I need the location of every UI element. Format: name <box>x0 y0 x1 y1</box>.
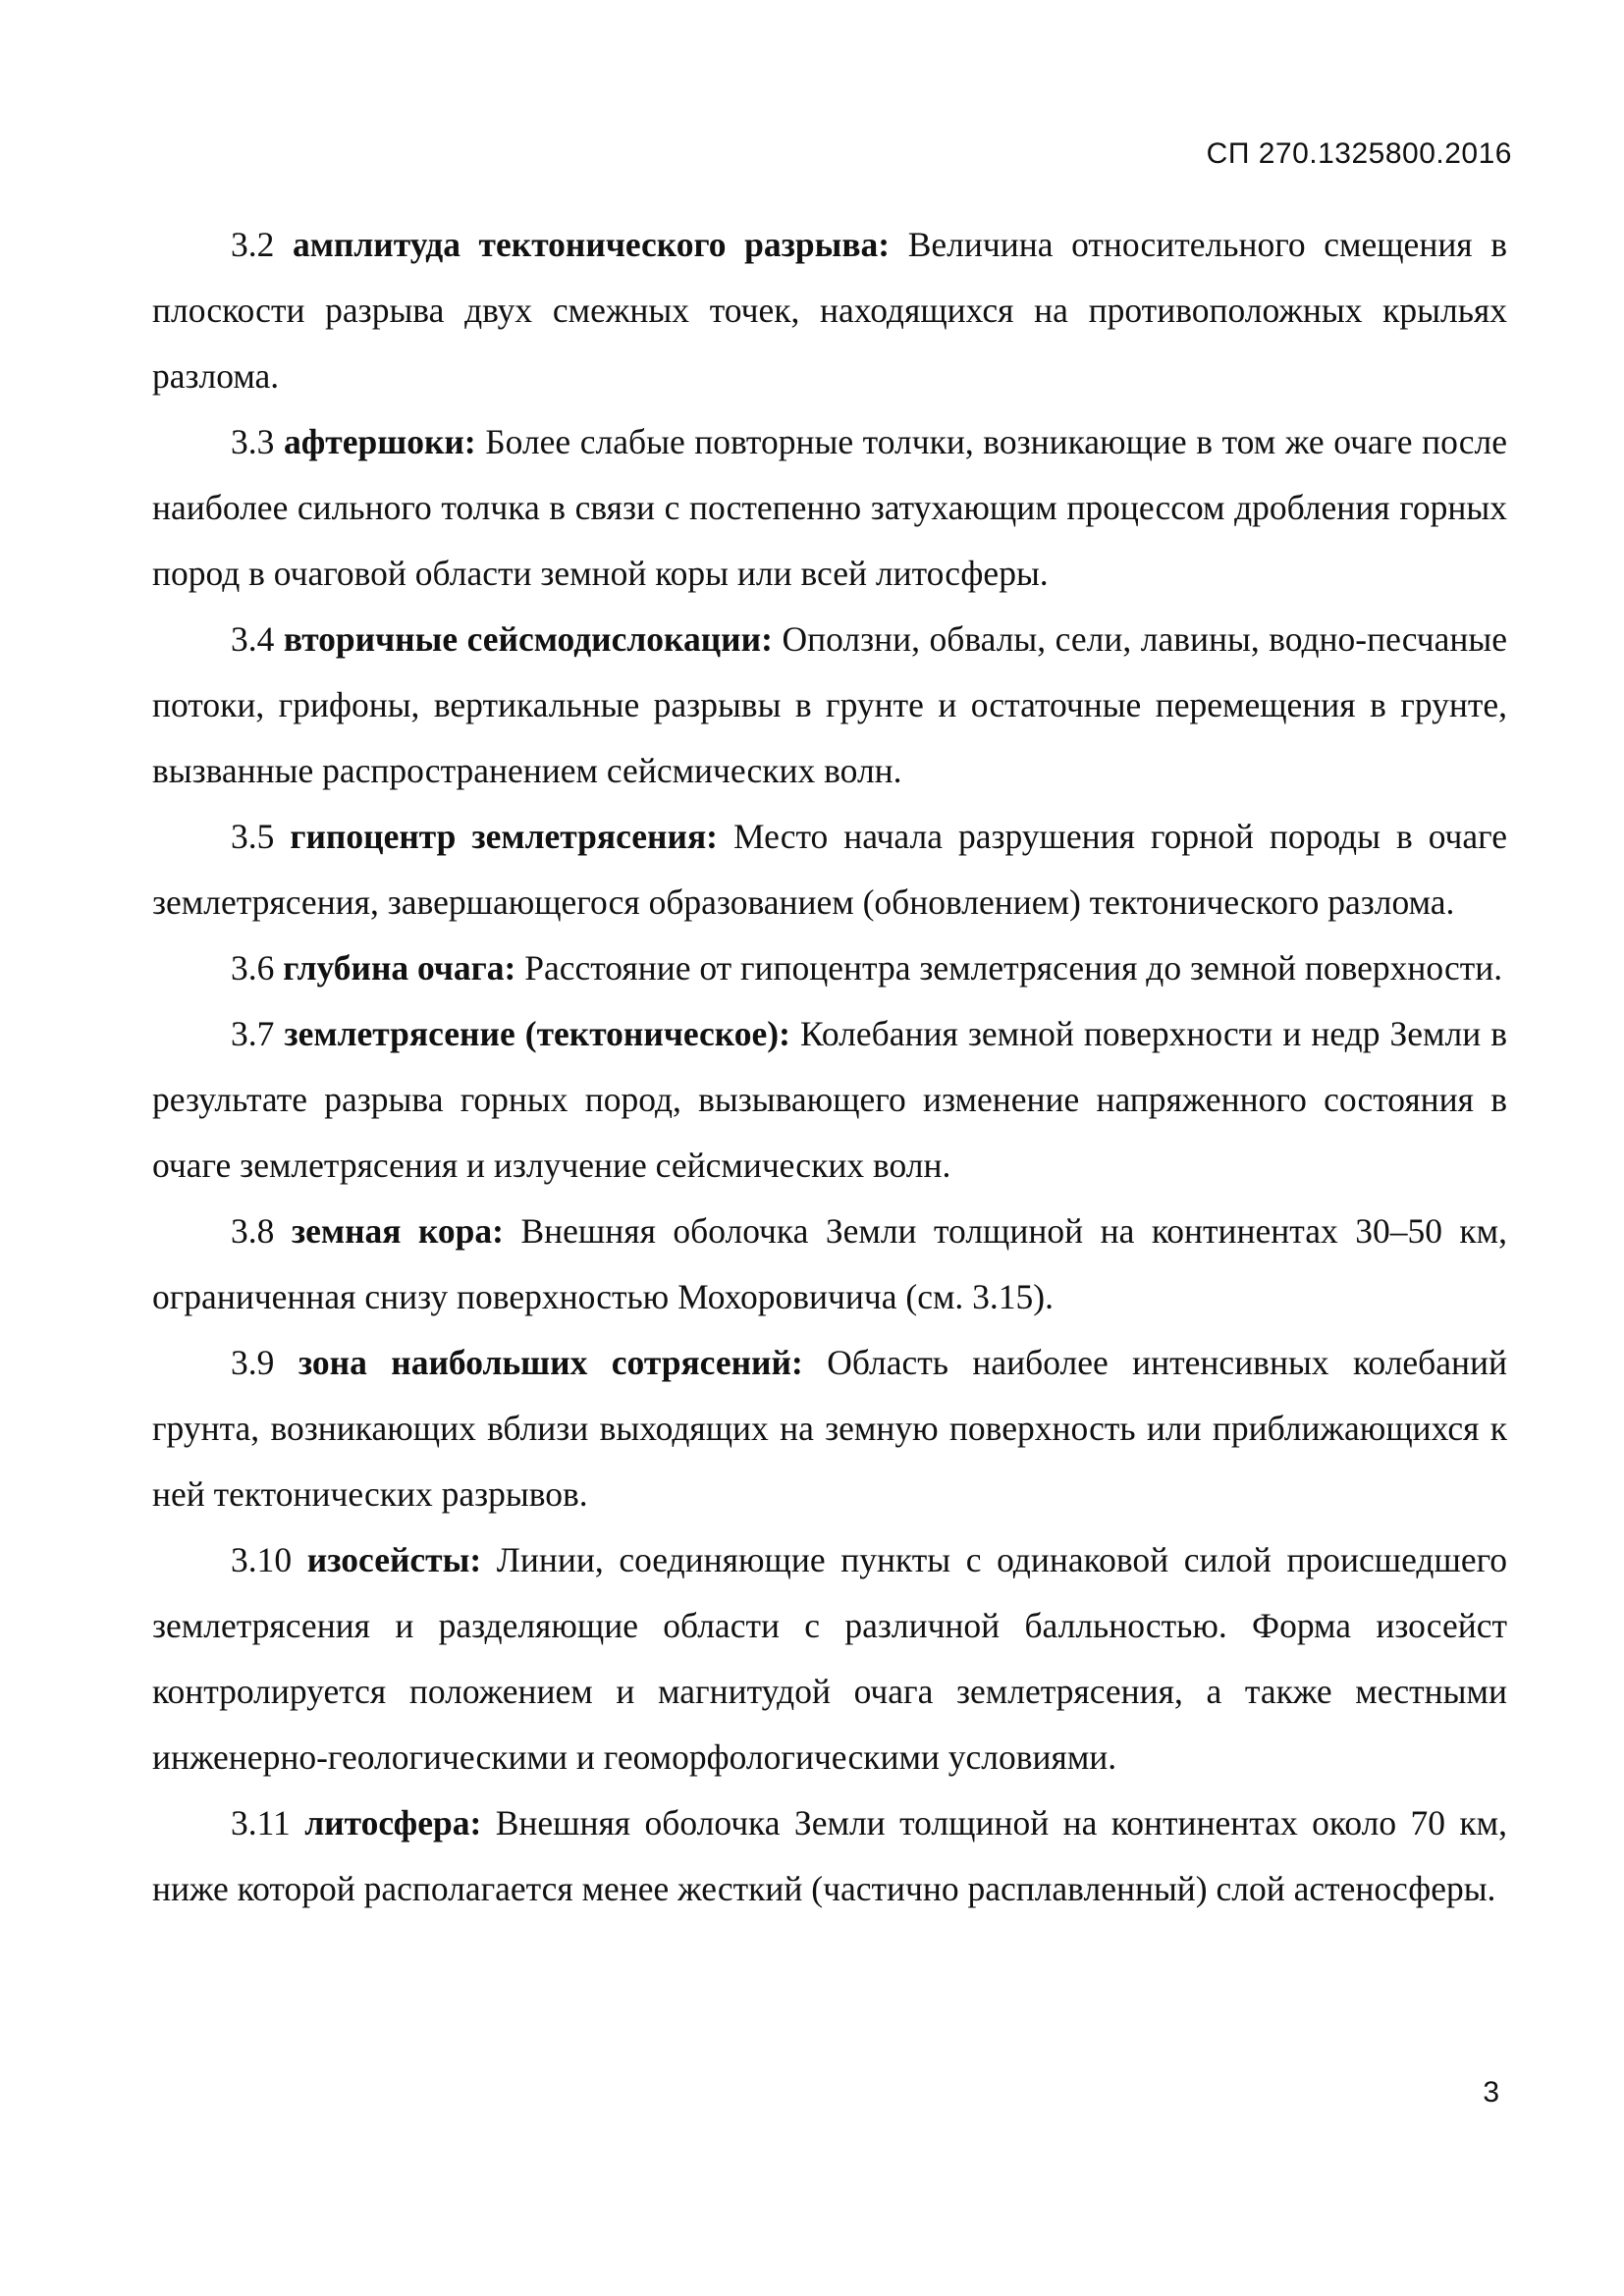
term-3-2 <box>152 212 1507 409</box>
term-name: гипоцентр землетрясения: <box>290 817 718 856</box>
term-3-10 <box>152 1527 1507 1790</box>
term-name: зона наибольших сотрясений: <box>298 1343 803 1382</box>
term-3-8 <box>152 1199 1507 1330</box>
terms-section <box>152 212 1507 1922</box>
term-number: 3.5 <box>231 817 275 856</box>
term-number: 3.11 <box>231 1803 291 1842</box>
term-3-4 <box>152 607 1507 804</box>
term-definition: Область наиболее интенсивных колебаний грунта, возникающих вблизи выходящих на земную поверхность или приближающихся к ней тектонических разрывов. <box>152 1343 1507 1514</box>
term-definition: Величина относительного смещения в плоскости разрыва двух смежных точек, находящихся на противоположных крыльях разлома. <box>152 225 1508 396</box>
term-name: вторичные сейсмодислокации: <box>283 619 773 659</box>
term-3-3 <box>152 409 1507 607</box>
document-code: СП 270.1325800.2016 <box>1206 137 1512 170</box>
term-name: афтершоки: <box>283 422 476 461</box>
term-name: изосейсты: <box>306 1540 482 1579</box>
term-number: 3.7 <box>231 1014 275 1053</box>
term-3-6 <box>152 935 1507 1001</box>
term-number: 3.10 <box>231 1540 293 1579</box>
term-definition: Более слабые повторные толчки, возникающие в том же очаге после наиболее сильного толчка в связи с постепенно затухающим процессом дробления горных пород в очаговой области земной коры или всей литосферы. <box>152 422 1508 593</box>
term-definition: Колебания земной поверхности и недр Земли в результате разрыва горных пород, вызывающего изменение напряженного состояния в очаге землетрясения и излучение сейсмических волн. <box>152 1014 1507 1185</box>
term-name: глубина очага: <box>283 948 516 988</box>
term-name: амплитуда тектонического разрыва: <box>293 225 891 264</box>
term-number: 3.8 <box>231 1211 275 1251</box>
term-definition: Место начала разрушения горной породы в очаге землетрясения, завершающегося образованием (обновлением) тектонического разлома. <box>152 817 1507 922</box>
term-3-11 <box>152 1790 1507 1922</box>
term-number: 3.4 <box>231 619 275 659</box>
term-name: земная кора: <box>291 1211 504 1251</box>
term-number: 3.3 <box>231 422 275 461</box>
term-definition: Внешняя оболочка Земли толщиной на континентах около 70 км, ниже которой располагается менее жесткий (частично расплавленный) слой астеносферы. <box>152 1803 1508 1908</box>
term-definition: Расстояние от гипоцентра землетрясения до земной поверхности. <box>524 948 1503 988</box>
page-number: 3 <box>1483 2076 1499 2109</box>
term-number: 3.6 <box>231 948 275 988</box>
term-number: 3.9 <box>231 1343 275 1382</box>
term-name: землетрясение (тектоническое): <box>284 1014 790 1053</box>
term-3-5 <box>152 804 1507 935</box>
term-3-7 <box>152 1001 1507 1199</box>
term-3-9 <box>152 1330 1507 1527</box>
term-definition: Внешняя оболочка Земли толщиной на континентах 30–50 км, ограниченная снизу поверхностью Мохоровичича (см. 3.15). <box>152 1211 1508 1316</box>
term-definition: Линии, соединяющие пункты с одинаковой силой происшедшего землетрясения и разделяющие области с различной балльностью. Форма изосейст контролируется положением и магнитудой очага землетрясения, а также местными инженерно-геологическими и геоморфологическими условиями. <box>152 1540 1508 1777</box>
term-number: 3.2 <box>231 225 275 264</box>
term-definition: Оползни, обвалы, сели, лавины, водно-песчаные потоки, грифоны, вертикальные разрывы в грунте и остаточные перемещения в грунте, вызванные распространением сейсмических волн. <box>152 619 1508 790</box>
term-name: литосфера: <box>304 1803 482 1842</box>
